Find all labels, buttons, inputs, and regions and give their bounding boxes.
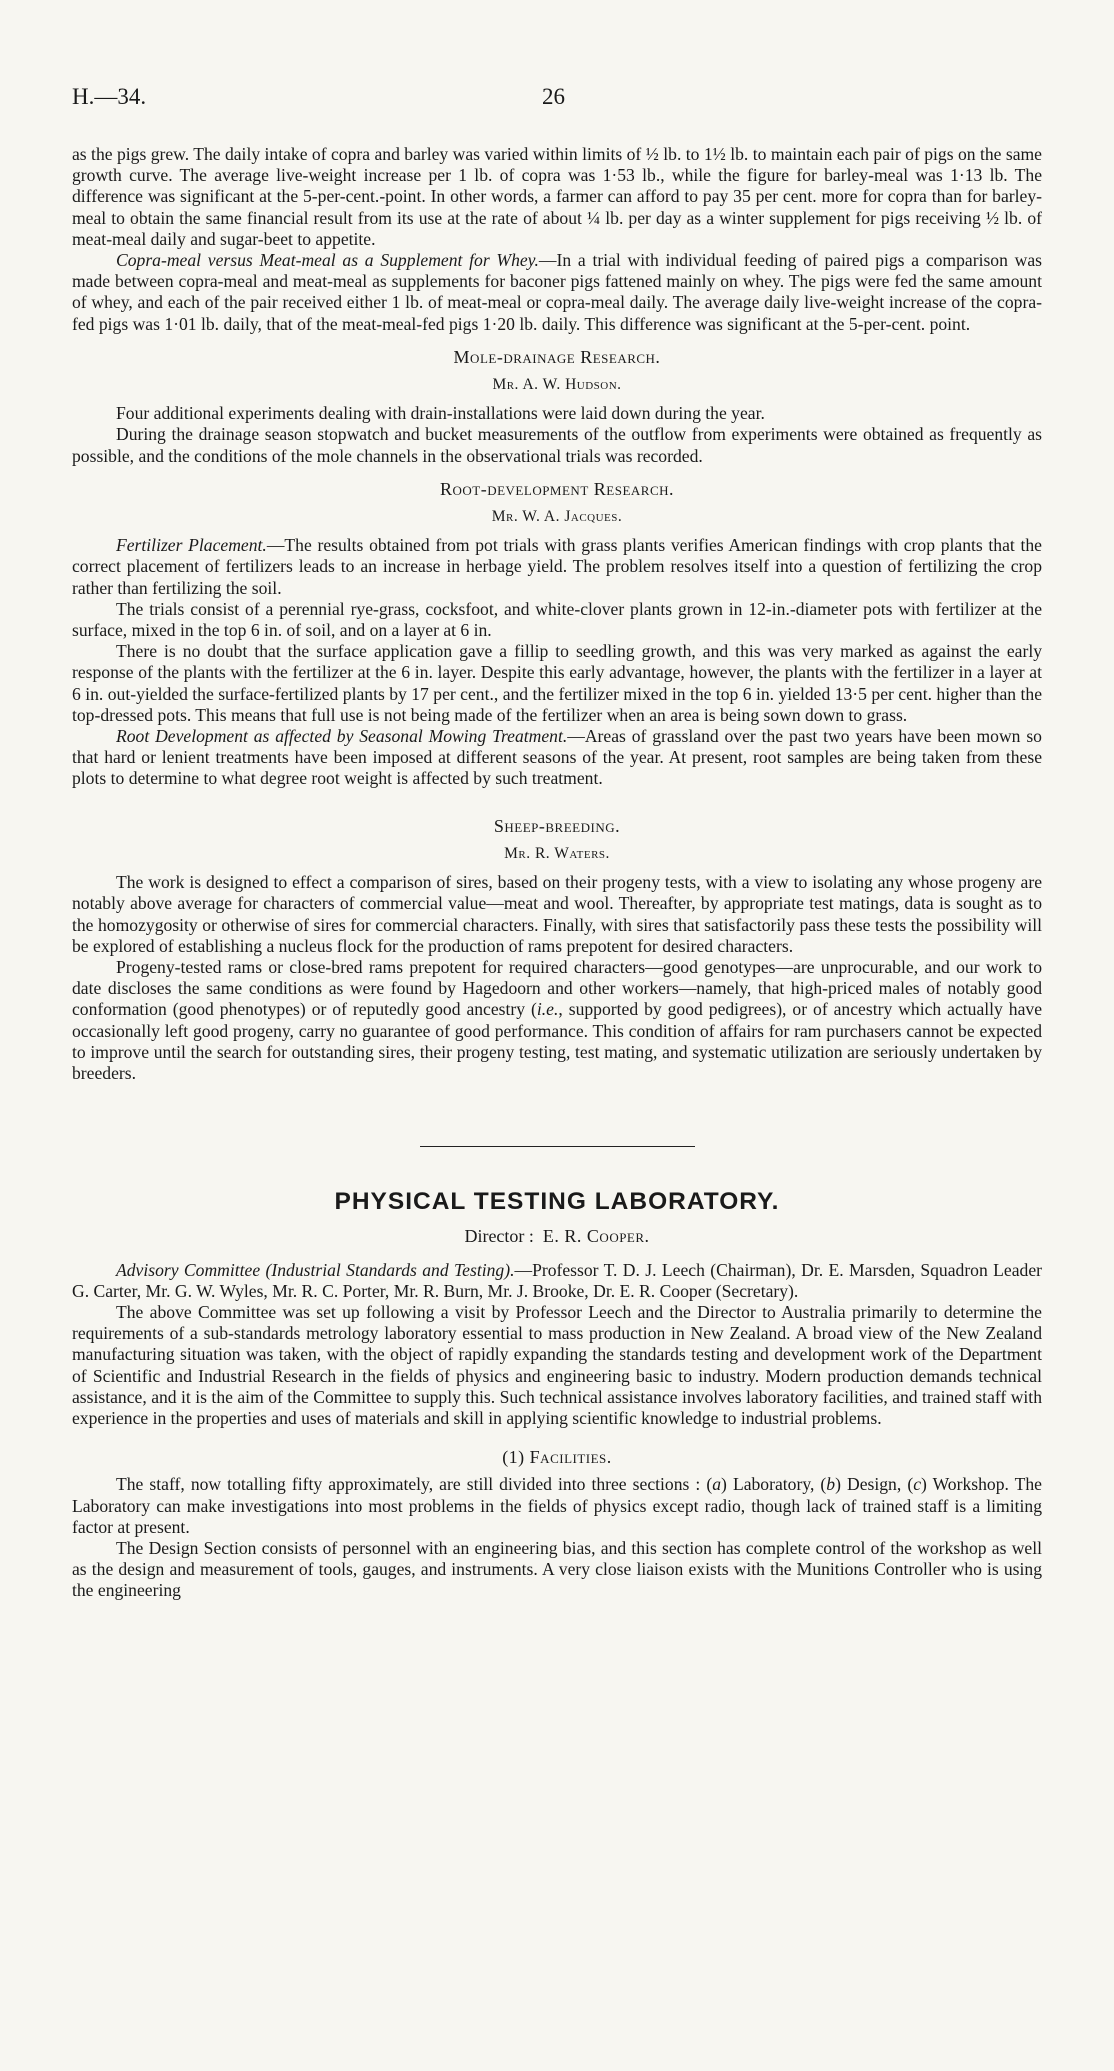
author-root-development: Mr. W. A. Jacques.: [491, 508, 623, 526]
paragraph-copra-meatmeal: Copra-meal versus Meat-meal as a Supplement for Whey.—In a trial with individual feeding of paired pigs a comparison was made between copra-meal and meat-meal as supplements for baconer pigs fattened mainly on whey. The pigs were fed the same amount of whey, and each of the pair received either 1 lb. of meat-meal or copra-meal daily. The average daily live-weight increase of the copra-fed pigs was 1·01 lb. daily, that of the meat-meal-fed pigs 1·20 lb. daily. This difference was significant at the 5-per-cent. point.: [72, 250, 1042, 334]
root-mowing-title: Root Development as affected by Seasonal Mowing Treatment.: [116, 726, 568, 747]
paragraph-root-mowing: Root Development as affected by Seasonal Mowing Treatment.—Areas of grassland over the past two years have been mown so that hard or lenient treatments have been imposed at different seasons of the year. At present, root samples are being taken from these plots to determine to what degree root weight is affected by such treatment.: [72, 726, 1042, 789]
paragraph-advisory-committee: Advisory Committee (Industrial Standards and Testing).—Professor T. D. J. Leech (Chairman), Dr. E. Marsden, Squadron Leader G. Carter, Mr. G. W. Wyles, Mr. R. C. Porter, Mr. R. Burn, Mr. J. Brooke, Dr. E. R. Cooper (Secretary).: [72, 1259, 1042, 1301]
heading-sheep-breeding: Sheep-breeding.: [493, 815, 621, 836]
author-sheep-breeding: Mr. R. Waters.: [504, 844, 610, 862]
paragraph-committee-purpose: The above Committee was set up following a visit by Professor Leech and the Director to Australia primarily to determine the requirements of a sub-standards metrology laboratory essential to mass production in New Zealand. A broad view of the New Zealand manufacturing situation was taken, with the object of rapidly expanding the standards testing and development work of the Department of Scientific and Industrial Research in the fields of physics and engineering basic to industry. Modern production demands technical assistance, and it is the aim of the Committee to supply this. Such technical assistance involves laboratory facilities, and trained staff with experience in the properties and uses of materials and skill in applying scientific knowledge to industrial problems.: [72, 1301, 1042, 1428]
page-header: [72, 84, 1042, 124]
paragraph-mole-1: Four additional experiments dealing with drain-installations were laid down during the year.: [116, 403, 765, 424]
paragraph-sheep-1: The work is designed to effect a comparison of sires, based on their progeny tests, with a view to isolating any whose progeny are notably above average for characters of commercial value—meat and wool. Thereafter, by appropriate test matings, data is sought as to the homozygosity or otherwise of sires for commercial characters. Finally, with sires that satisfactorily pass these tests the possibility will be explored of establishing a nucleus flock for the production of rams prepotent for desired characters.: [72, 872, 1042, 956]
paragraph-fertilizer-placement: Fertilizer Placement.—The results obtained from pot trials with grass plants verifies American findings with crop plants that the correct placement of fertilizers leads to an increase in herbage yield. The problem resolves itself into a question of fertilizing the crop rather than fertilizing the soil.: [72, 535, 1042, 598]
paragraph-copra-barley: as the pigs grew. The daily intake of copra and barley was varied within limits of ½ lb. to 1½ lb. to maintain each pair of pigs on the same growth curve. The average live-weight increase per 1 lb. of copra was 1·53 lb., while the figure for barley-meal was 1·13 lb. The difference was significant at the 5-per-cent.-point. In other words, a farmer can afford to pay 35 per cent. more for copra than for barley-meal to obtain the same financial result from its use at the rate of about ¼ lb. per day as a winter supplement for pigs receiving ½ lb. of meat-meal daily and sugar-beet to appetite.: [72, 144, 1042, 249]
paragraph-facilities-1: The staff, now totalling fifty approximately, are still divided into three sections : (a) Laboratory, (b) Design, (c) Workshop. The Laboratory can make investigations into most problems in the fields of physics except radio, though lack of trained staff is a limiting factor at present.: [72, 1474, 1042, 1537]
paragraph-mole-2: During the drainage season stopwatch and bucket measurements of the outflow from experiments were obtained as frequently as possible, and the conditions of the mole channels in the observational trials was recorded.: [72, 424, 1042, 466]
document-reference: H.—34.: [72, 84, 147, 109]
page-body: [72, 144, 1042, 1602]
paragraph-root-trials: The trials consist of a perennial rye-grass, cocksfoot, and white-clover plants grown in 12-in.-diameter pots with fertilizer at the surface, mixed in the top 6 in. of soil, and on a layer at 6 in.: [72, 598, 1042, 641]
section-divider: [420, 1146, 695, 1147]
author-mole-drainage: Mr. A. W. Hudson.: [492, 376, 622, 394]
advisory-committee-title: Advisory Committee (Industrial Standards and Testing).: [116, 1259, 515, 1280]
heading-root-development: Root-development Research.: [440, 478, 674, 499]
heading-facilities: (1) Facilities.: [502, 1447, 612, 1468]
paragraph-facilities-2: The Design Section consists of personnel with an engineering bias, and this section has complete control of the workshop as well as the design and measurement of tools, gauges, and instruments. A very close liaison exists with the Munitions Controller who is using the engineering: [72, 1537, 1042, 1601]
paragraph-sheep-2: Progeny-tested rams or close-bred rams prepotent for required characters—good genotypes—are unprocurable, and our work to date discloses the same conditions as were found by Hagedoorn and other workers—namely, that high-priced males of notably good conformation (good phenotypes) or of reputedly good ancestry (i.e., supported by good pedigrees), or of ancestry which actually have occasionally left good progeny, carry no guarantee of good performance. This condition of affairs for ram purchasers cannot be expected to improve until the search for outstanding sires, their progeny testing, test mating, and systematic utilization are seriously undertaken by breeders.: [72, 956, 1043, 1083]
heading-physical-testing-laboratory: PHYSICAL TESTING LABORATORY.: [334, 1188, 780, 1216]
copra-meatmeal-title: Copra-meal versus Meat-meal as a Supplement for Whey.: [116, 250, 539, 271]
paragraph-root-results: There is no doubt that the surface application gave a fillip to seedling growth, and this was very marked as against the early response of the plants with the fertilizer at the 6 in. layer. Despite this early advantage, however, the plants with the fertilizer in a layer at 6 in. out-yielded the surface-fertilized plants by 17 per cent., and the fertilizer mixed in the top 6 in. yielded 13·5 per cent. higher than the top-dressed pots. This means that full use is not being made of the fertilizer when an area is being sown down to grass.: [72, 641, 1042, 725]
page-number: 26: [542, 84, 565, 109]
heading-mole-drainage: Mole-drainage Research.: [453, 346, 661, 367]
fertilizer-placement-title: Fertilizer Placement.: [116, 535, 267, 556]
director-name: E. R. Cooper.: [542, 1226, 650, 1247]
director-line: Director : E. R. Cooper.: [464, 1226, 650, 1247]
